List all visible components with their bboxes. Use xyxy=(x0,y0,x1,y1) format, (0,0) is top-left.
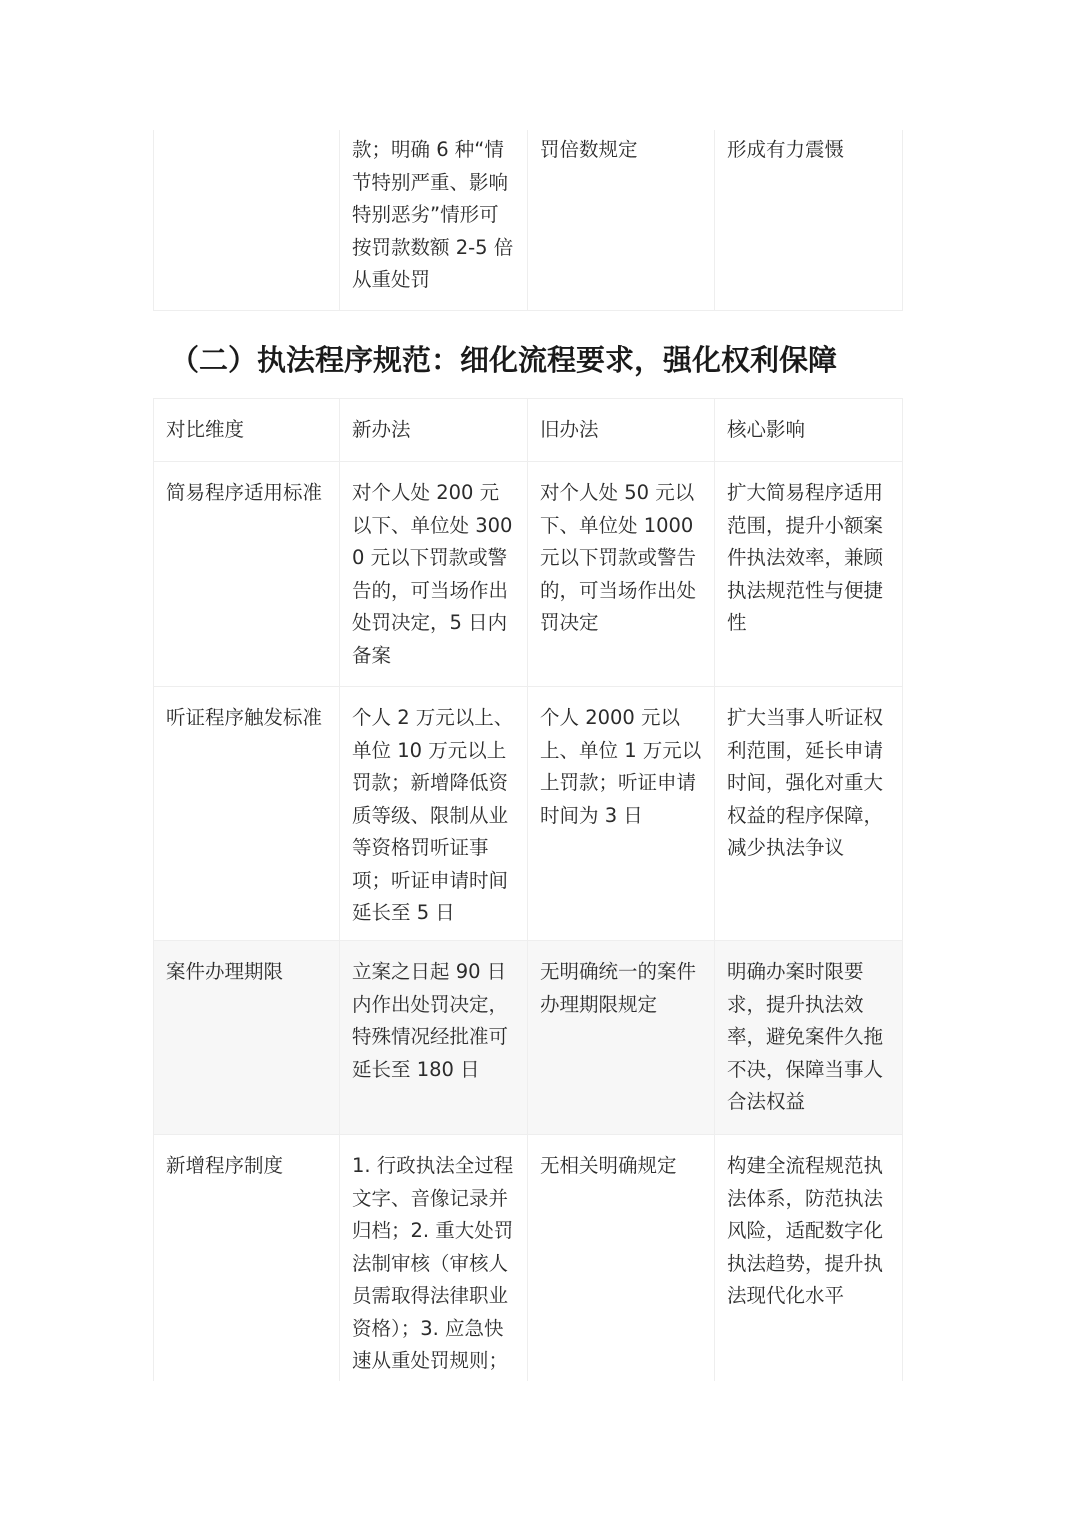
table-header-cell: 对比维度 xyxy=(153,399,340,462)
table-cell: 个人 2000 元以上、单位 1 万元以上罚款；听证申请时间为 3 日 xyxy=(528,687,715,941)
table-cell: 无明确统一的案件办理期限规定 xyxy=(528,941,715,1135)
table-row-label: 听证程序触发标准 xyxy=(153,687,340,941)
table-cell: 扩大当事人听证权利范围，延长申请时间，强化对重大权益的程序保障，减少执法争议 xyxy=(715,687,903,941)
table-header-cell: 核心影响 xyxy=(715,399,903,462)
table-cell: 对个人处 50 元以下、单位处 1000 元以下罚款或警告的，可当场作出处罚决定 xyxy=(528,462,715,687)
table-header-cell: 新办法 xyxy=(340,399,528,462)
section-heading: （二）执法程序规范：细化流程要求，强化权利保障 xyxy=(170,343,838,377)
table-row-label: 简易程序适用标准 xyxy=(153,462,340,687)
table-cell: 个人 2 万元以上、单位 10 万元以上罚款；新增降低资质等级、限制从业等资格罚听证事项；听证申请时间延长至 5 日 xyxy=(340,687,528,941)
table-cell: 立案之日起 90 日内作出处罚决定，特殊情况经批准可延长至 180 日 xyxy=(340,941,528,1135)
table-cell: 1. 行政执法全过程文字、音像记录并归档；2. 重大处罚法制审核（审核人员需取得法律职业资格）；3. 应急快速从重处罚规则； xyxy=(340,1135,528,1381)
table-cell: 款；明确 6 种“情节特别严重、影响特别恶劣”情形可按罚款数额 2-5 倍从重处罚 xyxy=(340,130,528,311)
table-row-label: 案件办理期限 xyxy=(153,941,340,1135)
table-cell xyxy=(153,130,340,311)
table-cell: 形成有力震慑 xyxy=(715,130,903,311)
table-cell: 明确办案时限要求，提升执法效率，避免案件久拖不决，保障当事人合法权益 xyxy=(715,941,903,1135)
comparison-table xyxy=(153,398,903,1381)
table-row-label: 新增程序制度 xyxy=(153,1135,340,1381)
table-cell: 罚倍数规定 xyxy=(528,130,715,311)
table-cell: 构建全流程规范执法体系，防范执法风险，适配数字化执法趋势，提升执法现代化水平 xyxy=(715,1135,903,1381)
table-header-cell: 旧办法 xyxy=(528,399,715,462)
table-cell: 对个人处 200 元以下、单位处 3000 元以下罚款或警告的，可当场作出处罚决定，5 日内备案 xyxy=(340,462,528,687)
table-cell: 无相关明确规定 xyxy=(528,1135,715,1381)
previous-table-continuation xyxy=(153,130,903,311)
table-cell: 扩大简易程序适用范围，提升小额案件执法效率，兼顾执法规范性与便捷性 xyxy=(715,462,903,687)
